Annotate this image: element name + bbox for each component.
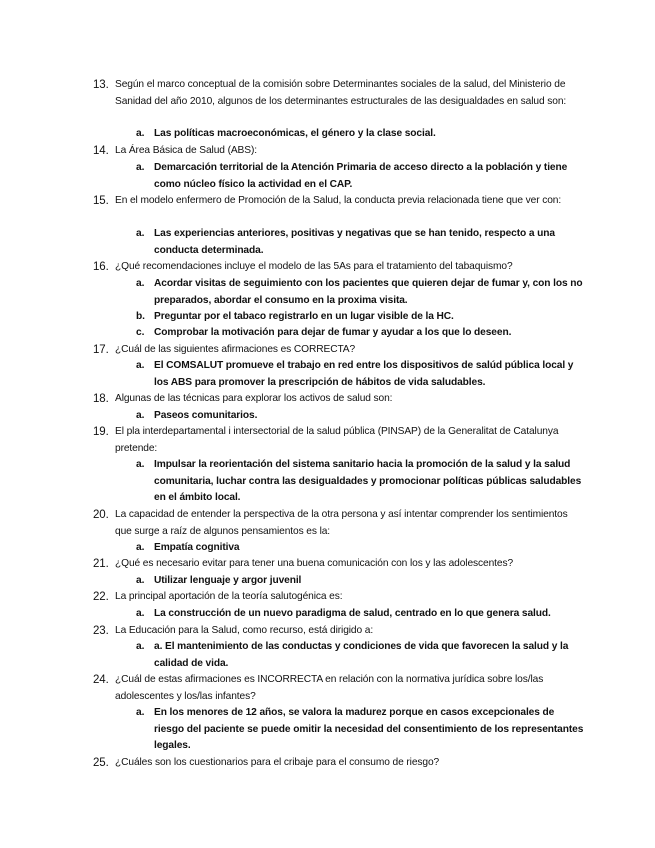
question-text: En el modelo enfermero de Promoción de la Salud, la conducta previa relacionada tiene que ver con:: [115, 195, 562, 206]
answer-letter: c.: [136, 327, 145, 338]
question-number: 19.: [93, 426, 109, 438]
question-text: Según el marco conceptual de la comisión sobre Determinantes sociales de la salud, del Ministerio de Sanidad del año 2010, algunos de los determinantes estructurales de las desigualdades en salud son:: [115, 79, 567, 107]
question-number: 22.: [93, 591, 109, 603]
question-text: La principal aportación de la teoría salutogénica es:: [115, 591, 343, 602]
question-15: [93, 193, 583, 210]
question-number: 17.: [93, 344, 109, 356]
answer-13a: [136, 126, 586, 143]
question-text: ¿Cuál de estas afirmaciones es INCORRECTA en relación con la normativa jurídica sobre los/las adolescentes y los/las infantes?: [115, 674, 544, 702]
answer-letter: a.: [136, 360, 145, 371]
question-number: 15.: [93, 195, 109, 207]
question-17: [93, 342, 583, 359]
question-number: 24.: [93, 674, 109, 686]
answer-letter: a.: [136, 410, 145, 421]
answer-text: Paseos comunitarios.: [154, 410, 258, 421]
answer-24a: [136, 705, 586, 755]
question-number: 23.: [93, 625, 109, 637]
answer-letter: a.: [136, 128, 145, 139]
answer-text: La construcción de un nuevo paradigma de salud, centrado en lo que genera salud.: [154, 608, 551, 619]
answer-16a: [136, 276, 586, 309]
answer-letter: a.: [136, 162, 145, 173]
answer-text: a. El mantenimiento de las conductas y condiciones de vida que favorecen la salud y la calidad de vida.: [154, 641, 569, 669]
question-number: 21.: [93, 558, 109, 570]
answer-letter: a.: [136, 608, 145, 619]
answer-21a: [136, 573, 586, 590]
answer-text: Preguntar por el tabaco registrarlo en un lugar visible de la HC.: [154, 311, 454, 322]
question-number: 18.: [93, 393, 109, 405]
question-text: La Área Básica de Salud (ABS):: [115, 145, 257, 156]
answer-letter: a.: [136, 278, 145, 289]
answer-15a: [136, 226, 586, 259]
answer-letter: a.: [136, 228, 145, 239]
answer-letter: b.: [136, 311, 145, 322]
answer-text: Las experiencias anteriores, positivas y negativas que se han tenido, respecto a una conducta determinada.: [154, 228, 555, 256]
answer-text: En los menores de 12 años, se valora la madurez porque en casos excepcionales de riesgo del paciente se puede omitir la necesidad del consentimiento de los representantes legales.: [154, 707, 584, 752]
answer-text: Impulsar la reorientación del sistema sanitario hacia la promoción de la salud y la salud comunitaria, luchar contra las desigualdades y promocionar políticas públicas saludables en el ámbito local.: [154, 459, 582, 504]
answer-16c: [136, 325, 586, 342]
question-text: ¿Cuáles son los cuestionarios para el cribaje para el consumo de riesgo?: [115, 757, 440, 768]
answer-text: Empatía cognitiva: [154, 542, 240, 553]
question-16: [93, 259, 583, 276]
question-20: [93, 507, 583, 540]
question-21: [93, 556, 583, 573]
answer-23a: [136, 639, 586, 672]
answer-text: Demarcación territorial de la Atención Primaria de acceso directo a la población y tiene como núcleo físico la actividad en el CAP.: [154, 162, 568, 190]
answer-text: Utilizar lenguaje y argor juvenil: [154, 575, 302, 586]
question-text: La capacidad de entender la perspectiva de la otra persona y así intentar comprender los sentimientos que surge a raíz de algunos pensamientos es la:: [115, 509, 568, 537]
question-number: 13.: [93, 79, 109, 91]
question-25: [93, 755, 583, 772]
question-23: [93, 623, 583, 640]
question-text: ¿Qué es necesario evitar para tener una buena comunicación con los y las adolescentes?: [115, 558, 514, 569]
question-13: [93, 77, 583, 110]
answer-letter: a.: [136, 542, 145, 553]
question-text: Algunas de las técnicas para explorar los activos de salud son:: [115, 393, 393, 404]
answer-text: Acordar visitas de seguimiento con los pacientes que quieren dejar de fumar y, con los no preparados, abordar el consumo en la proxima visita.: [154, 278, 583, 306]
answer-17a: [136, 358, 586, 391]
answer-14a: [136, 160, 586, 193]
question-text: El pla interdepartamental i intersectorial de la salud pública (PINSAP) de la Generalitat de Catalunya pretende:: [115, 426, 559, 454]
answer-20a: [136, 540, 586, 557]
question-19: [93, 424, 583, 457]
answer-text: Comprobar la motivación para dejar de fumar y ayudar a los que lo deseen.: [154, 327, 512, 338]
question-number: 25.: [93, 757, 109, 769]
answer-letter: a.: [136, 459, 145, 470]
answer-19a: [136, 457, 586, 507]
answer-letter: a.: [136, 641, 145, 652]
answer-text: El COMSALUT promueve el trabajo en red entre los dispositivos de salúd pública local y los ABS para promover la prescripción de hábitos de vida saludables.: [154, 360, 574, 388]
question-number: 20.: [93, 509, 109, 521]
question-text: ¿Qué recomendaciones incluye el modelo de las 5As para el tratamiento del tabaquismo?: [115, 261, 513, 272]
answer-letter: a.: [136, 575, 145, 586]
question-14: [93, 143, 583, 160]
question-18: [93, 391, 583, 408]
answer-16b: [136, 309, 586, 326]
question-number: 14.: [93, 145, 109, 157]
answer-text: Las políticas macroeconómicas, el género y la clase social.: [154, 128, 436, 139]
question-24: [93, 672, 583, 705]
question-22: [93, 589, 583, 606]
question-number: 16.: [93, 261, 109, 273]
answer-letter: a.: [136, 707, 145, 718]
answer-18a: [136, 408, 586, 425]
question-text: La Educación para la Salud, como recurso, está dirigido a:: [115, 625, 374, 636]
question-text: ¿Cuál de las siguientes afirmaciones es CORRECTA?: [115, 344, 356, 355]
answer-22a: [136, 606, 586, 623]
